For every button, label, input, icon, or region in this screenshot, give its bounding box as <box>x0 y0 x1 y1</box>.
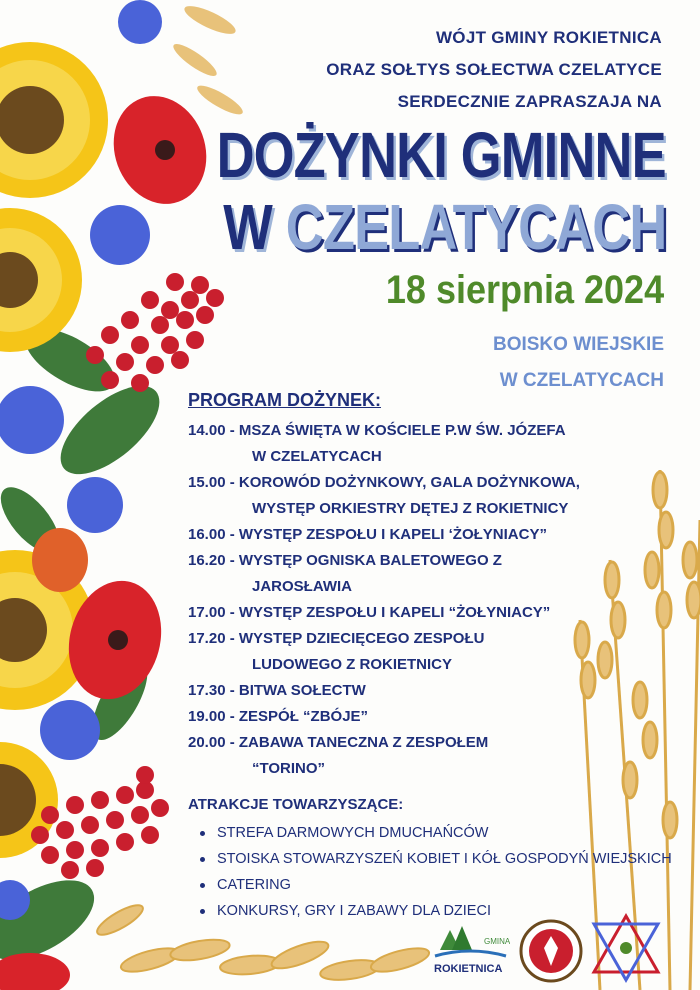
culture-center-logo <box>590 912 662 984</box>
event-title-line-1: DOŻYNKI GMINNE <box>216 119 666 191</box>
sunflower-top <box>0 42 108 198</box>
organizer-line-1: WÓJT GMINY ROKIETNICA <box>435 28 662 47</box>
program-item: 20.00 - ZABAWA TANECZNA Z ZESPOŁEM <box>188 734 489 751</box>
program-item-continuation-text: WYSTĘP ORKIESTRY DĘTEJ Z ROKIETNICY <box>252 500 569 517</box>
gmina-small-text: GMINA <box>484 937 510 946</box>
attraction-item <box>200 820 672 846</box>
program-item-continuation <box>188 756 658 782</box>
program-item: 16.00 - WYSTĘP ZESPOŁU I KAPELI ‘ŻOŁYNIACY” <box>188 526 547 543</box>
coat-of-arms-logo <box>518 918 584 984</box>
program-item: 14.00 - MSZA ŚWIĘTA W KOŚCIELE P.W ŚW. JÓZEFA <box>188 422 566 439</box>
wheat-top-decoration <box>170 1 246 119</box>
program-item: 17.20 - WYSTĘP DZIECIĘCEGO ZESPOŁU <box>188 630 485 647</box>
gmina-name-text: ROKIETNICA <box>434 963 503 975</box>
event-date: 18 sierpnia 2024 <box>385 268 664 312</box>
program-item: 16.20 - WYSTĘP OGNISKA BALETOWEGO Z <box>188 552 502 569</box>
attractions-list <box>200 820 672 924</box>
program-item: 15.00 - KOROWÓD DOŻYNKOWY, GALA DOŻYNKOWA, <box>188 474 580 491</box>
event-title-place: CZELATYCACH <box>285 191 666 263</box>
attraction-text: STREFA DARMOWYCH DMUCHAŃCÓW <box>217 825 489 841</box>
attraction-text: STOISKA STOWARZYSZEŃ KOBIET I KÓŁ GOSPODYŃ WIEJSKICH <box>217 851 672 867</box>
program-item-continuation <box>188 574 658 600</box>
bullet-icon <box>200 857 205 862</box>
venue-line-1: BOISKO WIEJSKIE <box>492 334 664 355</box>
event-title-w: W <box>222 191 272 263</box>
sunflower-middle <box>0 208 82 352</box>
program-item-continuation-text: LUDOWEGO Z ROKIETNICY <box>252 656 452 673</box>
program-item-continuation <box>188 444 658 470</box>
venue-line-2: W CZELATYCACH <box>499 370 664 391</box>
poppy-top <box>99 83 221 217</box>
red-berries-top <box>86 273 224 392</box>
gmina-rokietnica-logo <box>430 920 510 980</box>
program-list <box>188 418 658 782</box>
event-title-line-2 <box>223 190 666 264</box>
program-item: 17.00 - WYSTĘP ZESPOŁU I KAPELI “ŻOŁYNIACY” <box>188 604 551 621</box>
organizer-line-2: ORAZ SOŁTYS SOŁECTWA CZELATYCE <box>326 60 662 79</box>
bullet-icon <box>200 909 205 914</box>
attractions-heading: ATRAKCJE TOWARZYSZĄCE: <box>188 796 404 813</box>
attraction-item <box>200 846 672 872</box>
program-item-continuation-text: JAROSŁAWIA <box>252 578 353 595</box>
program-item-continuation <box>188 652 658 678</box>
sunflower-bottom <box>0 742 58 858</box>
program-item: 17.30 - BITWA SOŁECTW <box>188 682 366 699</box>
program-item-continuation-text: “TORINO” <box>252 760 326 777</box>
program-item: 19.00 - ZESPÓŁ “ZBÓJE” <box>188 708 369 725</box>
attraction-text: CATERING <box>217 877 291 893</box>
invitation-line: SERDECZNIE ZAPRASZAJA NA <box>397 92 662 111</box>
program-item-continuation <box>188 496 658 522</box>
program-heading: PROGRAM DOŻYNEK: <box>188 390 381 410</box>
attraction-text: KONKURSY, GRY I ZABAWY DLA DZIECI <box>217 903 491 919</box>
attraction-item <box>200 872 672 898</box>
bullet-icon <box>200 831 205 836</box>
bullet-icon <box>200 883 205 888</box>
program-item-continuation-text: W CZELATYCACH <box>252 448 382 465</box>
